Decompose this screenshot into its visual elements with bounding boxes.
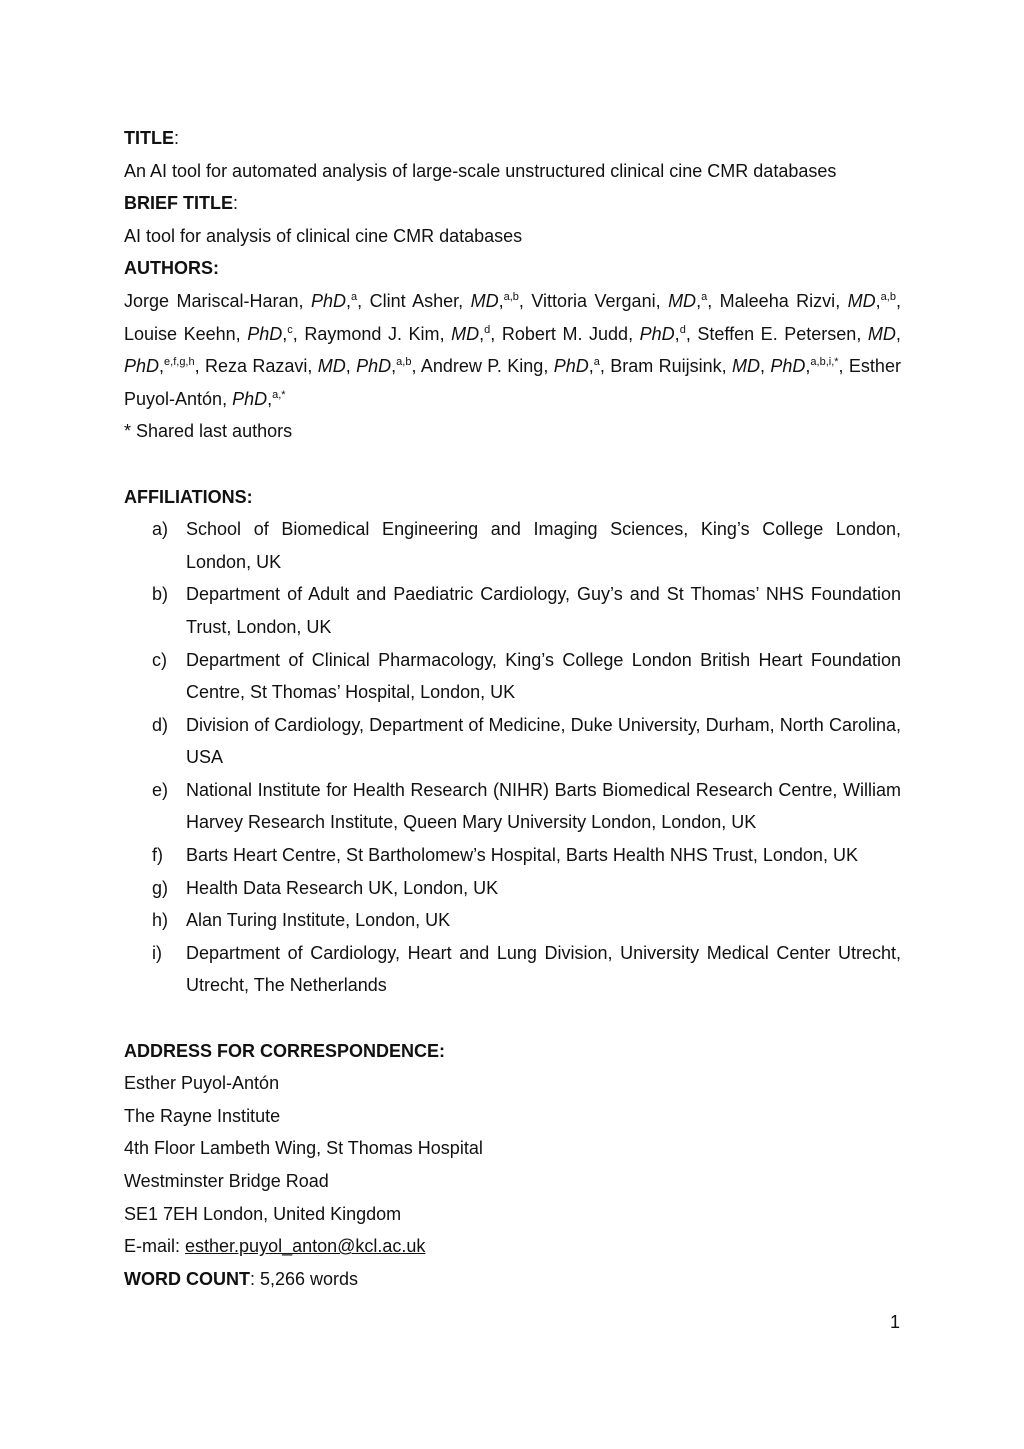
author-degree: MD <box>668 290 697 311</box>
author-affiliation-marker: a <box>351 290 358 303</box>
affiliation-item <box>124 513 901 578</box>
affiliation-item <box>124 839 901 872</box>
author-name: Louise Keehn <box>124 323 236 344</box>
brief-title-heading: BRIEF TITLE: <box>124 193 239 214</box>
author-entry: Esther Puyol-Antón, PhD,$^{a,*}$ <box>124 356 901 409</box>
affiliation-text: National Institute for Health Research (NIHR) Barts Biomedical Research Centre, William Harvey Research Institute, Queen Mary University London, London, UK <box>186 779 901 833</box>
author-affiliation-marker: a,b <box>396 356 412 369</box>
affiliation-item <box>124 904 901 937</box>
author-name: Andrew P. King <box>420 356 544 377</box>
author-degree: MD <box>451 323 480 344</box>
author-affiliation-marker: d <box>679 323 686 336</box>
author-affiliation-marker: a,* <box>272 388 286 401</box>
author-affiliation-marker: c <box>287 323 293 336</box>
author-entry: Bram Ruijsink, MD, PhD,$^{a,b,i,*}$ <box>610 356 839 377</box>
author-degree: PhD <box>356 356 392 377</box>
author-name: Raymond J. Kim <box>304 323 440 344</box>
author-name: Reza Razavi <box>204 356 308 377</box>
correspondence-street: Westminster Bridge Road <box>124 1171 329 1191</box>
author-name: Maleeha Rizvi <box>719 290 836 311</box>
author-degree: PhD <box>310 290 346 311</box>
correspondence-email-line <box>124 1230 901 1263</box>
page-number: 1 <box>890 1312 901 1332</box>
affiliation-marker: e) <box>152 779 169 800</box>
author-affiliation-marker: a <box>593 356 600 369</box>
affiliation-marker: g) <box>152 877 169 898</box>
author-entry: Robert M. Judd, PhD,$^d$ <box>501 323 686 344</box>
author-affiliation-marker: d <box>484 323 491 336</box>
brief-title-label: BRIEF TITLE <box>124 193 233 214</box>
affiliation-text: Department of Cardiology, Heart and Lung Division, University Medical Center Utrecht, Utrecht, The Netherlands <box>186 942 901 996</box>
author-affiliation-marker: a,b <box>880 290 896 303</box>
affiliation-text: Division of Cardiology, Department of Medicine, Duke University, Durham, North Carolina, USA <box>186 714 901 768</box>
word-count-label: WORD COUNT <box>124 1268 250 1289</box>
affiliation-marker: h) <box>152 910 169 931</box>
author-entry: Louise Keehn, PhD,$^c$ <box>124 323 293 344</box>
correspondence-name: Esther Puyol-Antón <box>124 1073 280 1094</box>
affiliation-item <box>124 937 901 1002</box>
author-entry: Clint Asher, MD,$^{a,b}$ <box>369 290 519 311</box>
affiliation-marker: f) <box>152 845 163 866</box>
author-degree: PhD <box>770 356 806 377</box>
author-affiliation-marker: a <box>701 290 708 303</box>
author-name: Esther Puyol-Antón <box>124 356 901 409</box>
affiliation-text: Alan Turing Institute, London, UK <box>186 910 451 931</box>
affiliation-text: Department of Clinical Pharmacology, King’s College London British Heart Foundation Centre, St Thomas’ Hospital, London, UK <box>186 649 901 703</box>
authors-label: AUTHORS: <box>124 258 219 279</box>
affiliation-marker: c) <box>152 649 167 670</box>
affiliation-item <box>124 644 901 709</box>
correspondence-floor: 4th Floor Lambeth Wing, St Thomas Hospital <box>124 1138 483 1159</box>
title-heading: TITLE: <box>124 128 180 148</box>
affiliation-text: School of Biomedical Engineering and Imaging Sciences, King’s College London, London, UK <box>186 519 901 572</box>
author-degree: PhD <box>232 388 268 409</box>
author-entry: Maleeha Rizvi, MD,$^{a,b}$ <box>719 290 896 311</box>
author-name: Vittoria Vergani <box>531 290 656 311</box>
author-name: Robert M. Judd <box>501 323 629 344</box>
author-degree: MD <box>470 290 499 311</box>
affiliation-item <box>124 709 901 774</box>
email-label: E-mail: <box>124 1236 186 1257</box>
author-name: Jorge Mariscal-Haran <box>124 290 299 311</box>
title-label: TITLE <box>124 128 174 148</box>
affiliation-marker: a) <box>152 519 169 540</box>
author-degree: PhD <box>553 356 589 377</box>
author-degree: MD <box>867 323 896 344</box>
author-degree: PhD <box>124 356 160 377</box>
email-link[interactable]: esther.puyol_anton@kcl.ac.uk <box>185 1236 426 1257</box>
affiliation-marker: b) <box>152 584 169 605</box>
affiliations-label: AFFILIATIONS: <box>124 486 253 507</box>
word-count-value: : 5,266 words <box>249 1268 359 1289</box>
affiliation-text: Department of Adult and Paediatric Cardiology, Guy’s and St Thomas’ NHS Foundation Trust, London, UK <box>186 584 901 637</box>
affiliation-marker: d) <box>152 714 169 735</box>
author-degree: MD <box>847 290 876 311</box>
correspondence-city: SE1 7EH London, United Kingdom <box>124 1203 402 1224</box>
affiliation-text: Health Data Research UK, London, UK <box>186 877 499 898</box>
author-entry: Vittoria Vergani, MD,$^a$ <box>531 290 708 311</box>
affiliations-list <box>124 513 901 1002</box>
author-entry: Steffen E. Petersen, MD, PhD,$^{e,f,g,h}$ <box>124 323 901 377</box>
title-page <box>124 122 901 1295</box>
authors-list: Jorge Mariscal-Haran, PhD,$^a$, Clint Asher, MD,$^{a,b}$, Vittoria Vergani, MD,$^a$, Maleeha Rizvi, MD,$^{a,b}$, Louise Keehn, PhD,$^c$, Raymond J. Kim, MD,$^d$, Robert M. Judd, PhD,$^d$, Steffen E. Petersen, MD, PhD,$^{e,f,g,h}$, Reza Razavi, MD, PhD,$^{a,b}$, Andrew P. King, PhD,$^a$, Bram Ruijsink, MD, PhD,$^{a,b,i,*}$, Esther Puyol-Antón, PhD,$^{a,*}$ <box>124 290 901 409</box>
word-count <box>124 1263 901 1296</box>
author-entry: Raymond J. Kim, MD,$^d$ <box>304 323 491 344</box>
author-degree: PhD <box>247 323 283 344</box>
author-degree: MD <box>732 356 760 377</box>
author-entry: Reza Razavi, MD, PhD,$^{a,b}$ <box>204 356 412 377</box>
authors-note: * Shared last authors <box>124 421 293 442</box>
correspondence-institute: The Rayne Institute <box>124 1105 281 1126</box>
affiliation-item <box>124 774 901 839</box>
title-text: An AI tool for automated analysis of large-scale unstructured clinical cine CMR databases <box>124 160 837 181</box>
author-entry: Jorge Mariscal-Haran, PhD,$^a$ <box>124 290 358 311</box>
author-degree: PhD <box>639 323 675 344</box>
author-name: Bram Ruijsink <box>610 356 722 377</box>
author-name: Steffen E. Petersen <box>697 323 857 344</box>
correspondence-label: ADDRESS FOR CORRESPONDENCE: <box>124 1040 446 1061</box>
author-name: Clint Asher <box>369 290 459 311</box>
affiliation-item <box>124 578 901 643</box>
affiliation-text: Barts Heart Centre, St Bartholomew’s Hospital, Barts Health NHS Trust, London, UK <box>186 845 858 866</box>
affiliation-marker: i) <box>152 942 162 963</box>
author-affiliation-marker: e,f,g,h <box>164 356 195 369</box>
author-affiliation-marker: a,b,i,* <box>810 356 839 369</box>
author-affiliation-marker: a,b <box>503 290 519 303</box>
brief-title-text: AI tool for analysis of clinical cine CMR databases <box>124 225 523 246</box>
author-entry: Andrew P. King, PhD,$^a$ <box>420 356 600 377</box>
affiliation-item <box>124 872 901 905</box>
author-degree: MD <box>317 356 346 377</box>
